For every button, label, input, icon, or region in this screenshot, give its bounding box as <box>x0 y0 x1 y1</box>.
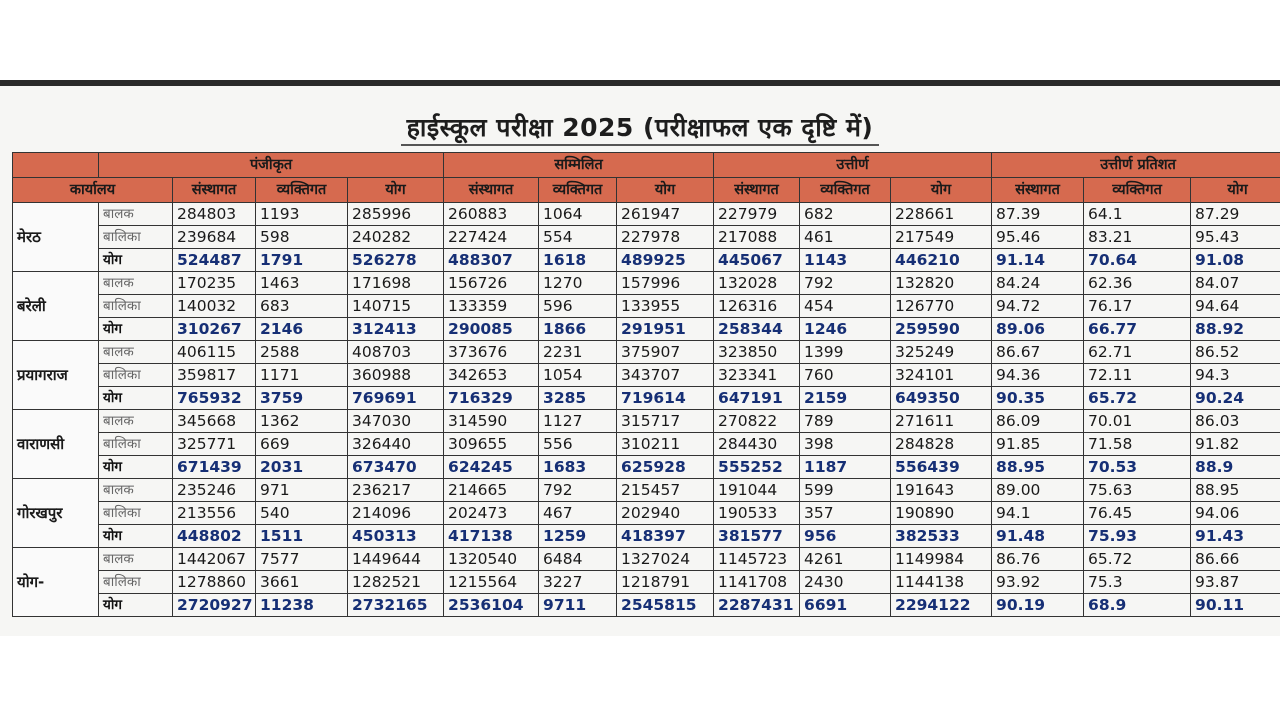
table-cell: 2732165 <box>348 594 444 617</box>
table-cell: 1187 <box>800 456 891 479</box>
table-cell: 202473 <box>444 502 539 525</box>
header-total: योग <box>1191 178 1280 203</box>
table-cell: 454 <box>800 295 891 318</box>
office-name: वाराणसी <box>13 410 99 479</box>
table-cell: 86.76 <box>992 548 1084 571</box>
table-cell: 2294122 <box>891 594 992 617</box>
table-cell: 217549 <box>891 226 992 249</box>
table-cell: 76.17 <box>1084 295 1191 318</box>
table-cell: 314590 <box>444 410 539 433</box>
table-cell: 1278860 <box>173 571 256 594</box>
header-private: व्यक्तिगत <box>539 178 617 203</box>
table-cell: 133359 <box>444 295 539 318</box>
table-cell: 315717 <box>617 410 714 433</box>
table-cell: 1282521 <box>348 571 444 594</box>
header-institutional: संस्थागत <box>992 178 1084 203</box>
table-cell: 270822 <box>714 410 800 433</box>
table-cell: 9711 <box>539 594 617 617</box>
table-cell: 87.39 <box>992 203 1084 226</box>
table-cell: 408703 <box>348 341 444 364</box>
table-cell: 1683 <box>539 456 617 479</box>
table-cell: 76.45 <box>1084 502 1191 525</box>
table-cell: 70.01 <box>1084 410 1191 433</box>
table-cell: 68.9 <box>1084 594 1191 617</box>
table-cell: 94.64 <box>1191 295 1280 318</box>
table-cell: 62.36 <box>1084 272 1191 295</box>
table-cell: 325771 <box>173 433 256 456</box>
table-cell: 86.52 <box>1191 341 1280 364</box>
table-cell: 91.82 <box>1191 433 1280 456</box>
office-name: बरेली <box>13 272 99 341</box>
office-name: गोरखपुर <box>13 479 99 548</box>
table-cell: 290085 <box>444 318 539 341</box>
table-cell: 2159 <box>800 387 891 410</box>
header-institutional: संस्थागत <box>173 178 256 203</box>
table-cell: 323850 <box>714 341 800 364</box>
result-table <box>12 152 1280 617</box>
table-cell: 381577 <box>714 525 800 548</box>
table-cell: 3661 <box>256 571 348 594</box>
table-cell: 1127 <box>539 410 617 433</box>
table-cell: 357 <box>800 502 891 525</box>
table-cell: 84.24 <box>992 272 1084 295</box>
table-cell: 140715 <box>348 295 444 318</box>
table-cell: 1511 <box>256 525 348 548</box>
table-cell: 792 <box>539 479 617 502</box>
table-cell: 191044 <box>714 479 800 502</box>
table-cell: 126316 <box>714 295 800 318</box>
table-cell: 1362 <box>256 410 348 433</box>
table-cell: 2536104 <box>444 594 539 617</box>
table-cell: 261947 <box>617 203 714 226</box>
row-category: बालिका <box>99 502 173 525</box>
header-group-passed: उत्तीर्ण <box>714 153 992 178</box>
table-cell: 323341 <box>714 364 800 387</box>
row-category: योग <box>99 594 173 617</box>
table-cell: 556439 <box>891 456 992 479</box>
table-cell: 227978 <box>617 226 714 249</box>
table-cell: 647191 <box>714 387 800 410</box>
table-cell: 259590 <box>891 318 992 341</box>
table-row <box>13 571 1280 594</box>
table-cell: 72.11 <box>1084 364 1191 387</box>
table-cell: 1145723 <box>714 548 800 571</box>
table-cell: 1193 <box>256 203 348 226</box>
table-cell: 86.66 <box>1191 548 1280 571</box>
table-cell: 132028 <box>714 272 800 295</box>
table-cell: 625928 <box>617 456 714 479</box>
table-cell: 1141708 <box>714 571 800 594</box>
table-cell: 673470 <box>348 456 444 479</box>
table-cell: 240282 <box>348 226 444 249</box>
table-cell: 450313 <box>348 525 444 548</box>
table-cell: 191643 <box>891 479 992 502</box>
table-cell: 342653 <box>444 364 539 387</box>
table-cell: 66.77 <box>1084 318 1191 341</box>
table-cell: 649350 <box>891 387 992 410</box>
table-cell: 90.11 <box>1191 594 1280 617</box>
table-cell: 213556 <box>173 502 256 525</box>
table-cell: 89.06 <box>992 318 1084 341</box>
table-cell: 398 <box>800 433 891 456</box>
table-row <box>13 318 1280 341</box>
table-cell: 89.00 <box>992 479 1084 502</box>
table-cell: 524487 <box>173 249 256 272</box>
table-cell: 64.1 <box>1084 203 1191 226</box>
table-cell: 90.24 <box>1191 387 1280 410</box>
table-cell: 446210 <box>891 249 992 272</box>
table-cell: 540 <box>256 502 348 525</box>
table-cell: 62.71 <box>1084 341 1191 364</box>
table-cell: 4261 <box>800 548 891 571</box>
table-cell: 417138 <box>444 525 539 548</box>
table-cell: 65.72 <box>1084 548 1191 571</box>
table-cell: 70.53 <box>1084 456 1191 479</box>
row-category: योग <box>99 525 173 548</box>
office-name: मेरठ <box>13 203 99 272</box>
table-cell: 345668 <box>173 410 256 433</box>
table-cell: 132820 <box>891 272 992 295</box>
table-cell: 1143 <box>800 249 891 272</box>
table-row <box>13 387 1280 410</box>
table-cell: 461 <box>800 226 891 249</box>
table-row <box>13 272 1280 295</box>
table-row <box>13 249 1280 272</box>
table-cell: 86.09 <box>992 410 1084 433</box>
table-cell: 682 <box>800 203 891 226</box>
table-cell: 171698 <box>348 272 444 295</box>
table-cell: 202940 <box>617 502 714 525</box>
table-cell: 126770 <box>891 295 992 318</box>
table-cell: 88.92 <box>1191 318 1280 341</box>
row-category: बालिका <box>99 571 173 594</box>
table-cell: 1449644 <box>348 548 444 571</box>
table-cell: 448802 <box>173 525 256 548</box>
row-category: बालिका <box>99 295 173 318</box>
table-cell: 190533 <box>714 502 800 525</box>
table-cell: 1144138 <box>891 571 992 594</box>
table-cell: 343707 <box>617 364 714 387</box>
table-cell: 792 <box>800 272 891 295</box>
table-cell: 94.06 <box>1191 502 1280 525</box>
table-cell: 418397 <box>617 525 714 548</box>
table-cell: 1791 <box>256 249 348 272</box>
table-cell: 347030 <box>348 410 444 433</box>
table-cell: 956 <box>800 525 891 548</box>
table-row <box>13 295 1280 318</box>
table-cell: 90.19 <box>992 594 1084 617</box>
table-cell: 1054 <box>539 364 617 387</box>
table-cell: 2430 <box>800 571 891 594</box>
table-cell: 91.14 <box>992 249 1084 272</box>
table-cell: 1270 <box>539 272 617 295</box>
table-cell: 310211 <box>617 433 714 456</box>
table-cell: 599 <box>800 479 891 502</box>
table-cell: 190890 <box>891 502 992 525</box>
table-cell: 789 <box>800 410 891 433</box>
row-category: बालक <box>99 203 173 226</box>
header-group-pass-percent: उत्तीर्ण प्रतिशत <box>992 153 1280 178</box>
table-cell: 326440 <box>348 433 444 456</box>
table-cell: 91.85 <box>992 433 1084 456</box>
row-category: बालक <box>99 341 173 364</box>
table-cell: 488307 <box>444 249 539 272</box>
header-institutional: संस्थागत <box>714 178 800 203</box>
office-name: प्रयागराज <box>13 341 99 410</box>
table-cell: 94.72 <box>992 295 1084 318</box>
header-total: योग <box>348 178 444 203</box>
table-cell: 1618 <box>539 249 617 272</box>
table-cell: 284828 <box>891 433 992 456</box>
table-cell: 1064 <box>539 203 617 226</box>
table-cell: 87.29 <box>1191 203 1280 226</box>
table-cell: 95.46 <box>992 226 1084 249</box>
table-cell: 2588 <box>256 341 348 364</box>
table-cell: 555252 <box>714 456 800 479</box>
table-cell: 445067 <box>714 249 800 272</box>
table-cell: 258344 <box>714 318 800 341</box>
table-cell: 2545815 <box>617 594 714 617</box>
row-category: योग <box>99 387 173 410</box>
table-cell: 93.87 <box>1191 571 1280 594</box>
table-cell: 624245 <box>444 456 539 479</box>
table-cell: 671439 <box>173 456 256 479</box>
table-cell: 375907 <box>617 341 714 364</box>
table-cell: 1215564 <box>444 571 539 594</box>
table-row <box>13 364 1280 387</box>
table-cell: 90.35 <box>992 387 1084 410</box>
table-cell: 235246 <box>173 479 256 502</box>
table-cell: 382533 <box>891 525 992 548</box>
table-cell: 2287431 <box>714 594 800 617</box>
table-cell: 75.3 <box>1084 571 1191 594</box>
table-cell: 260883 <box>444 203 539 226</box>
table-row <box>13 410 1280 433</box>
table-cell: 2720927 <box>173 594 256 617</box>
table-cell: 86.67 <box>992 341 1084 364</box>
table-cell: 156726 <box>444 272 539 295</box>
table-cell: 760 <box>800 364 891 387</box>
table-cell: 70.64 <box>1084 249 1191 272</box>
table-cell: 309655 <box>444 433 539 456</box>
table-row <box>13 341 1280 364</box>
table-cell: 1218791 <box>617 571 714 594</box>
table-row <box>13 502 1280 525</box>
table-cell: 1463 <box>256 272 348 295</box>
table-cell: 406115 <box>173 341 256 364</box>
row-category: बालक <box>99 548 173 571</box>
table-row <box>13 594 1280 617</box>
table-cell: 93.92 <box>992 571 1084 594</box>
table-cell: 719614 <box>617 387 714 410</box>
table-cell: 284430 <box>714 433 800 456</box>
table-cell: 88.95 <box>1191 479 1280 502</box>
table-cell: 83.21 <box>1084 226 1191 249</box>
table-cell: 11238 <box>256 594 348 617</box>
table-cell: 596 <box>539 295 617 318</box>
table-cell: 312413 <box>348 318 444 341</box>
table-cell: 556 <box>539 433 617 456</box>
table-cell: 716329 <box>444 387 539 410</box>
table-cell: 3285 <box>539 387 617 410</box>
header-total: योग <box>617 178 714 203</box>
table-cell: 239684 <box>173 226 256 249</box>
table-cell: 598 <box>256 226 348 249</box>
row-category: बालिका <box>99 364 173 387</box>
table-cell: 1149984 <box>891 548 992 571</box>
table-cell: 526278 <box>348 249 444 272</box>
table-cell: 86.03 <box>1191 410 1280 433</box>
table-cell: 236217 <box>348 479 444 502</box>
table-cell: 214665 <box>444 479 539 502</box>
table-cell: 1399 <box>800 341 891 364</box>
table-row <box>13 226 1280 249</box>
table-cell: 1866 <box>539 318 617 341</box>
table-cell: 360988 <box>348 364 444 387</box>
table-cell: 7577 <box>256 548 348 571</box>
table-cell: 2031 <box>256 456 348 479</box>
table-cell: 94.3 <box>1191 364 1280 387</box>
table-cell: 373676 <box>444 341 539 364</box>
table-cell: 1327024 <box>617 548 714 571</box>
row-category: बालक <box>99 272 173 295</box>
page-title-text: हाईस्कूल परीक्षा 2025 (परीक्षाफल एक दृष्टि में) <box>401 113 880 146</box>
table-row <box>13 203 1280 226</box>
table-cell: 133955 <box>617 295 714 318</box>
table-cell: 359817 <box>173 364 256 387</box>
table-cell: 1246 <box>800 318 891 341</box>
header-group-appeared: सम्मिलित <box>444 153 714 178</box>
table-cell: 325249 <box>891 341 992 364</box>
header-office: कार्यालय <box>13 178 173 203</box>
table-cell: 3759 <box>256 387 348 410</box>
header-office-top <box>13 153 99 178</box>
row-category: योग <box>99 249 173 272</box>
table-cell: 1442067 <box>173 548 256 571</box>
table-row <box>13 525 1280 548</box>
table-cell: 669 <box>256 433 348 456</box>
table-cell: 91.43 <box>1191 525 1280 548</box>
row-category: बालक <box>99 479 173 502</box>
table-cell: 324101 <box>891 364 992 387</box>
table-cell: 2146 <box>256 318 348 341</box>
table-cell: 6691 <box>800 594 891 617</box>
table-row <box>13 456 1280 479</box>
table-cell: 91.48 <box>992 525 1084 548</box>
table-cell: 1320540 <box>444 548 539 571</box>
office-name: योग- <box>13 548 99 617</box>
page-title <box>0 110 1280 144</box>
table-cell: 971 <box>256 479 348 502</box>
table-cell: 554 <box>539 226 617 249</box>
table-cell: 271611 <box>891 410 992 433</box>
row-category: योग <box>99 456 173 479</box>
table-cell: 285996 <box>348 203 444 226</box>
row-category: योग <box>99 318 173 341</box>
table-cell: 1171 <box>256 364 348 387</box>
table-cell: 284803 <box>173 203 256 226</box>
table-row <box>13 548 1280 571</box>
table-cell: 215457 <box>617 479 714 502</box>
table-cell: 228661 <box>891 203 992 226</box>
table-cell: 227979 <box>714 203 800 226</box>
table-cell: 75.63 <box>1084 479 1191 502</box>
table-cell: 467 <box>539 502 617 525</box>
table-cell: 6484 <box>539 548 617 571</box>
table-cell: 88.95 <box>992 456 1084 479</box>
table-cell: 91.08 <box>1191 249 1280 272</box>
header-private: व्यक्तिगत <box>256 178 348 203</box>
table-cell: 84.07 <box>1191 272 1280 295</box>
table-cell: 157996 <box>617 272 714 295</box>
header-institutional: संस्थागत <box>444 178 539 203</box>
table-cell: 769691 <box>348 387 444 410</box>
table-cell: 65.72 <box>1084 387 1191 410</box>
header-group-registered: पंजीकृत <box>99 153 444 178</box>
table-cell: 75.93 <box>1084 525 1191 548</box>
table-cell: 310267 <box>173 318 256 341</box>
table-cell: 291951 <box>617 318 714 341</box>
table-cell: 71.58 <box>1084 433 1191 456</box>
header-private: व्यक्तिगत <box>1084 178 1191 203</box>
table-row <box>13 433 1280 456</box>
table-cell: 1259 <box>539 525 617 548</box>
table-cell: 140032 <box>173 295 256 318</box>
table-cell: 170235 <box>173 272 256 295</box>
table-cell: 489925 <box>617 249 714 272</box>
row-category: बालिका <box>99 433 173 456</box>
row-category: बालक <box>99 410 173 433</box>
table-cell: 95.43 <box>1191 226 1280 249</box>
row-category: बालिका <box>99 226 173 249</box>
table-cell: 94.1 <box>992 502 1084 525</box>
table-row <box>13 479 1280 502</box>
table-cell: 3227 <box>539 571 617 594</box>
table-cell: 214096 <box>348 502 444 525</box>
table-cell: 2231 <box>539 341 617 364</box>
header-total: योग <box>891 178 992 203</box>
table-cell: 683 <box>256 295 348 318</box>
header-private: व्यक्तिगत <box>800 178 891 203</box>
table-cell: 94.36 <box>992 364 1084 387</box>
table-cell: 217088 <box>714 226 800 249</box>
table-cell: 88.9 <box>1191 456 1280 479</box>
table-cell: 765932 <box>173 387 256 410</box>
table-cell: 227424 <box>444 226 539 249</box>
